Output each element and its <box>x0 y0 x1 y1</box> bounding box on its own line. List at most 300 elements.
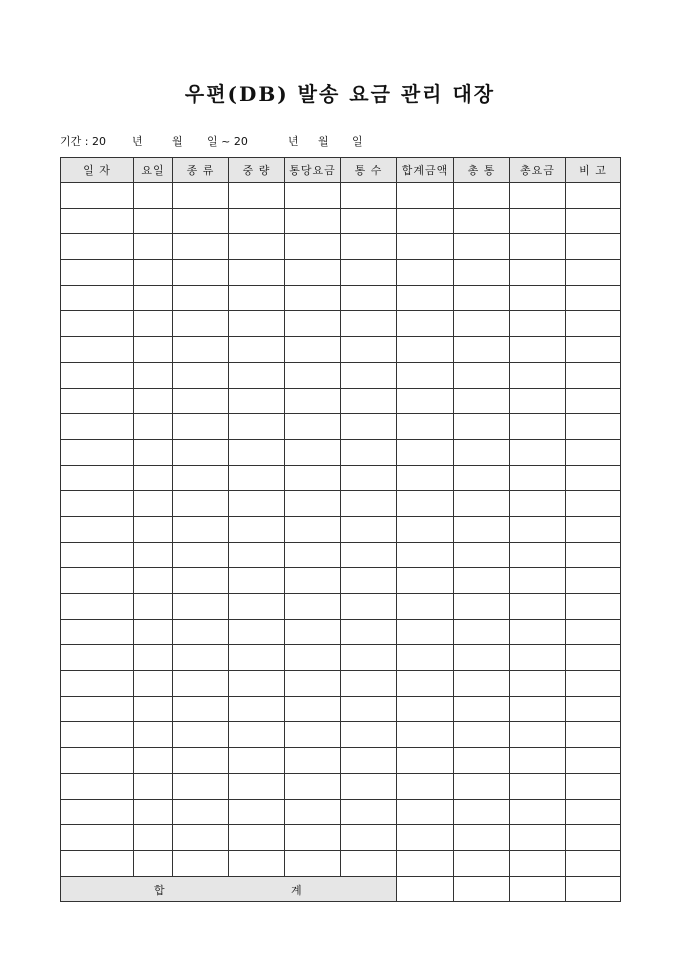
table-cell[interactable] <box>397 542 454 568</box>
table-cell[interactable] <box>510 491 566 517</box>
table-cell[interactable] <box>173 773 229 799</box>
table-cell[interactable] <box>173 799 229 825</box>
table-cell[interactable] <box>454 285 510 311</box>
table-cell[interactable] <box>454 465 510 491</box>
table-cell[interactable] <box>341 850 397 876</box>
table-cell[interactable] <box>173 748 229 774</box>
table-cell[interactable] <box>61 773 134 799</box>
table-cell[interactable] <box>341 748 397 774</box>
table-cell[interactable] <box>510 722 566 748</box>
table-cell[interactable] <box>61 696 134 722</box>
table-cell[interactable] <box>397 285 454 311</box>
table-cell[interactable] <box>454 362 510 388</box>
table-cell[interactable] <box>454 439 510 465</box>
ledger-title: 우편(DB) 발송 요금 관리 대장 <box>184 82 496 106</box>
table-cell[interactable] <box>397 825 454 851</box>
table-cell[interactable] <box>510 234 566 260</box>
table-cell[interactable] <box>61 439 134 465</box>
table-cell[interactable] <box>566 414 621 440</box>
period-end-day-unit: 일 <box>352 135 363 148</box>
table-cell[interactable] <box>134 439 173 465</box>
total-fee-cell[interactable] <box>510 876 566 901</box>
table-cell[interactable] <box>454 645 510 671</box>
table-cell[interactable] <box>61 337 134 363</box>
table-cell[interactable] <box>61 850 134 876</box>
table-cell[interactable] <box>229 183 285 209</box>
table-cell[interactable] <box>397 208 454 234</box>
table-cell[interactable] <box>454 183 510 209</box>
table-cell[interactable] <box>454 773 510 799</box>
table-cell[interactable] <box>229 722 285 748</box>
table-cell[interactable] <box>454 414 510 440</box>
table-cell[interactable] <box>229 516 285 542</box>
table-cell[interactable] <box>173 671 229 697</box>
table-cell[interactable] <box>566 183 621 209</box>
table-cell[interactable] <box>173 491 229 517</box>
table-cell[interactable] <box>134 773 173 799</box>
table-cell[interactable] <box>173 285 229 311</box>
table-cell[interactable] <box>397 722 454 748</box>
table-cell[interactable] <box>397 260 454 286</box>
table-cell[interactable] <box>566 439 621 465</box>
table-cell[interactable] <box>285 414 341 440</box>
table-cell[interactable] <box>510 414 566 440</box>
table-cell[interactable] <box>454 594 510 620</box>
table-cell[interactable] <box>510 799 566 825</box>
table-cell[interactable] <box>397 748 454 774</box>
table-cell[interactable] <box>285 388 341 414</box>
table-cell[interactable] <box>285 773 341 799</box>
table-cell[interactable] <box>454 388 510 414</box>
table-cell[interactable] <box>510 285 566 311</box>
table-cell[interactable] <box>566 671 621 697</box>
table-cell[interactable] <box>566 388 621 414</box>
table-cell[interactable] <box>566 850 621 876</box>
table-cell[interactable] <box>285 722 341 748</box>
table-cell[interactable] <box>229 594 285 620</box>
table-cell[interactable] <box>229 773 285 799</box>
table-cell[interactable] <box>397 439 454 465</box>
table-cell[interactable] <box>134 748 173 774</box>
table-row <box>61 542 621 568</box>
table-cell[interactable] <box>61 491 134 517</box>
table-cell[interactable] <box>285 850 341 876</box>
table-cell[interactable] <box>454 234 510 260</box>
table-cell[interactable] <box>341 594 397 620</box>
table-cell[interactable] <box>566 748 621 774</box>
table-cell[interactable] <box>173 311 229 337</box>
table-cell[interactable] <box>61 799 134 825</box>
table-cell[interactable] <box>61 619 134 645</box>
table-row <box>61 748 621 774</box>
table-cell[interactable] <box>341 465 397 491</box>
table-cell[interactable] <box>510 542 566 568</box>
table-cell[interactable] <box>173 414 229 440</box>
table-cell[interactable] <box>134 388 173 414</box>
table-cell[interactable] <box>397 362 454 388</box>
table-row <box>61 183 621 209</box>
table-cell[interactable] <box>341 183 397 209</box>
table-cell[interactable] <box>61 311 134 337</box>
table-cell[interactable] <box>229 439 285 465</box>
table-cell[interactable] <box>134 337 173 363</box>
table-cell[interactable] <box>341 260 397 286</box>
table-cell[interactable] <box>173 645 229 671</box>
table-cell[interactable] <box>566 568 621 594</box>
table-cell[interactable] <box>510 825 566 851</box>
table-cell[interactable] <box>285 260 341 286</box>
table-cell[interactable] <box>454 799 510 825</box>
table-cell[interactable] <box>510 465 566 491</box>
table-cell[interactable] <box>454 568 510 594</box>
table-cell[interactable] <box>173 619 229 645</box>
table-cell[interactable] <box>510 208 566 234</box>
table-cell[interactable] <box>229 465 285 491</box>
table-cell[interactable] <box>285 465 341 491</box>
table-cell[interactable] <box>566 285 621 311</box>
table-cell[interactable] <box>341 645 397 671</box>
table-cell[interactable] <box>229 388 285 414</box>
table-cell[interactable] <box>566 337 621 363</box>
table-cell[interactable] <box>341 285 397 311</box>
table-row <box>61 414 621 440</box>
table-cell[interactable] <box>397 388 454 414</box>
table-cell[interactable] <box>229 260 285 286</box>
table-row <box>61 671 621 697</box>
table-cell[interactable] <box>134 234 173 260</box>
table-cell[interactable] <box>229 311 285 337</box>
table-cell[interactable] <box>397 594 454 620</box>
table-cell[interactable] <box>510 337 566 363</box>
table-cell[interactable] <box>341 722 397 748</box>
table-cell[interactable] <box>173 388 229 414</box>
table-cell[interactable] <box>134 825 173 851</box>
table-row <box>61 491 621 517</box>
table-cell[interactable] <box>134 516 173 542</box>
table-cell[interactable] <box>285 619 341 645</box>
table-cell[interactable] <box>341 542 397 568</box>
table-cell[interactable] <box>566 799 621 825</box>
table-cell[interactable] <box>173 234 229 260</box>
table-cell[interactable] <box>285 491 341 517</box>
table-cell[interactable] <box>134 696 173 722</box>
table-cell[interactable] <box>454 748 510 774</box>
table-cell[interactable] <box>285 568 341 594</box>
period-label: 기간 : 20 <box>60 135 106 148</box>
table-cell[interactable] <box>173 260 229 286</box>
table-cell[interactable] <box>134 568 173 594</box>
table-cell[interactable] <box>61 568 134 594</box>
period-end-year-unit: 년 <box>288 135 299 148</box>
table-row <box>61 516 621 542</box>
table-cell[interactable] <box>285 208 341 234</box>
table-cell[interactable] <box>454 516 510 542</box>
table-cell[interactable] <box>173 208 229 234</box>
table-cell[interactable] <box>566 234 621 260</box>
table-cell[interactable] <box>510 439 566 465</box>
table-cell[interactable] <box>397 516 454 542</box>
table-cell[interactable] <box>454 696 510 722</box>
table-cell[interactable] <box>285 311 341 337</box>
table-cell[interactable] <box>134 362 173 388</box>
table-cell[interactable] <box>454 260 510 286</box>
table-cell[interactable] <box>229 645 285 671</box>
col-header-weight: 중 량 <box>229 158 285 183</box>
table-cell[interactable] <box>566 362 621 388</box>
table-cell[interactable] <box>510 311 566 337</box>
table-cell[interactable] <box>566 619 621 645</box>
table-cell[interactable] <box>510 696 566 722</box>
table-cell[interactable] <box>61 183 134 209</box>
table-cell[interactable] <box>285 285 341 311</box>
table-cell[interactable] <box>173 465 229 491</box>
header-row <box>61 158 621 183</box>
table-cell[interactable] <box>134 414 173 440</box>
table-cell[interactable] <box>341 773 397 799</box>
table-cell[interactable] <box>285 234 341 260</box>
table-cell[interactable] <box>61 825 134 851</box>
table-cell[interactable] <box>341 619 397 645</box>
table-cell[interactable] <box>173 337 229 363</box>
table-cell[interactable] <box>134 311 173 337</box>
table-cell[interactable] <box>61 414 134 440</box>
table-cell[interactable] <box>229 799 285 825</box>
table-cell[interactable] <box>341 337 397 363</box>
table-cell[interactable] <box>285 183 341 209</box>
table-cell[interactable] <box>510 748 566 774</box>
total-remarks-cell[interactable] <box>566 876 621 901</box>
table-cell[interactable] <box>510 362 566 388</box>
total-count-cell[interactable] <box>454 876 510 901</box>
table-cell[interactable] <box>341 362 397 388</box>
table-cell[interactable] <box>285 799 341 825</box>
table-cell[interactable] <box>61 516 134 542</box>
table-cell[interactable] <box>341 671 397 697</box>
table-cell[interactable] <box>61 260 134 286</box>
table-cell[interactable] <box>397 311 454 337</box>
table-cell[interactable] <box>566 825 621 851</box>
table-cell[interactable] <box>134 619 173 645</box>
table-cell[interactable] <box>134 260 173 286</box>
col-header-unit-fee: 통당요금 <box>285 158 341 183</box>
table-cell[interactable] <box>454 542 510 568</box>
table-cell[interactable] <box>285 748 341 774</box>
table-cell[interactable] <box>566 696 621 722</box>
table-cell[interactable] <box>285 671 341 697</box>
table-cell[interactable] <box>229 414 285 440</box>
table-cell[interactable] <box>134 491 173 517</box>
table-cell[interactable] <box>61 465 134 491</box>
table-cell[interactable] <box>566 722 621 748</box>
table-cell[interactable] <box>454 850 510 876</box>
table-cell[interactable] <box>61 234 134 260</box>
table-cell[interactable] <box>229 671 285 697</box>
table-cell[interactable] <box>454 722 510 748</box>
table-cell[interactable] <box>397 414 454 440</box>
table-cell[interactable] <box>229 285 285 311</box>
table-cell[interactable] <box>134 722 173 748</box>
table-cell[interactable] <box>341 234 397 260</box>
table-cell[interactable] <box>454 619 510 645</box>
table-cell[interactable] <box>229 337 285 363</box>
table-cell[interactable] <box>173 594 229 620</box>
table-cell[interactable] <box>341 825 397 851</box>
table-cell[interactable] <box>173 722 229 748</box>
table-cell[interactable] <box>397 773 454 799</box>
table-cell[interactable] <box>173 542 229 568</box>
table-cell[interactable] <box>341 388 397 414</box>
total-label-cell <box>61 876 397 901</box>
table-cell[interactable] <box>173 439 229 465</box>
table-cell[interactable] <box>397 696 454 722</box>
table-cell[interactable] <box>134 542 173 568</box>
table-cell[interactable] <box>61 671 134 697</box>
table-cell[interactable] <box>454 825 510 851</box>
table-cell[interactable] <box>566 542 621 568</box>
table-cell[interactable] <box>566 465 621 491</box>
table-cell[interactable] <box>134 594 173 620</box>
table-cell[interactable] <box>229 696 285 722</box>
table-cell[interactable] <box>61 748 134 774</box>
table-cell[interactable] <box>285 362 341 388</box>
table-cell[interactable] <box>134 645 173 671</box>
table-cell[interactable] <box>341 799 397 825</box>
table-cell[interactable] <box>134 850 173 876</box>
table-cell[interactable] <box>397 619 454 645</box>
table-cell[interactable] <box>341 311 397 337</box>
table-cell[interactable] <box>173 850 229 876</box>
table-cell[interactable] <box>285 825 341 851</box>
col-header-count: 통 수 <box>341 158 397 183</box>
table-cell[interactable] <box>510 568 566 594</box>
table-cell[interactable] <box>61 594 134 620</box>
table-cell[interactable] <box>566 645 621 671</box>
table-cell[interactable] <box>341 568 397 594</box>
table-cell[interactable] <box>454 208 510 234</box>
table-cell[interactable] <box>510 516 566 542</box>
table-cell[interactable] <box>285 516 341 542</box>
table-cell[interactable] <box>510 619 566 645</box>
table-cell[interactable] <box>229 568 285 594</box>
table-cell[interactable] <box>510 594 566 620</box>
table-cell[interactable] <box>566 773 621 799</box>
table-row <box>61 594 621 620</box>
table-cell[interactable] <box>510 671 566 697</box>
table-cell[interactable] <box>341 439 397 465</box>
table-cell[interactable] <box>566 516 621 542</box>
table-cell[interactable] <box>566 208 621 234</box>
table-cell[interactable] <box>341 414 397 440</box>
table-cell[interactable] <box>397 568 454 594</box>
table-row <box>61 773 621 799</box>
table-cell[interactable] <box>510 850 566 876</box>
table-cell[interactable] <box>229 825 285 851</box>
table-cell[interactable] <box>397 491 454 517</box>
table-cell[interactable] <box>61 645 134 671</box>
table-cell[interactable] <box>229 234 285 260</box>
col-header-date: 일 자 <box>61 158 134 183</box>
period-end-month-unit: 월 <box>318 135 329 148</box>
table-cell[interactable] <box>173 696 229 722</box>
table-cell[interactable] <box>229 748 285 774</box>
col-header-total-fee: 총요금 <box>510 158 566 183</box>
table-cell[interactable] <box>229 850 285 876</box>
table-cell[interactable] <box>397 671 454 697</box>
table-cell[interactable] <box>566 311 621 337</box>
table-cell[interactable] <box>397 337 454 363</box>
table-cell[interactable] <box>229 208 285 234</box>
table-cell[interactable] <box>229 491 285 517</box>
table-cell[interactable] <box>134 671 173 697</box>
table-cell[interactable] <box>341 696 397 722</box>
table-cell[interactable] <box>454 337 510 363</box>
table-cell[interactable] <box>510 645 566 671</box>
table-cell[interactable] <box>61 388 134 414</box>
table-cell[interactable] <box>61 722 134 748</box>
table-row <box>61 234 621 260</box>
table-cell[interactable] <box>510 260 566 286</box>
table-cell[interactable] <box>510 388 566 414</box>
table-cell[interactable] <box>173 568 229 594</box>
col-header-total-count: 총 통 <box>454 158 510 183</box>
table-cell[interactable] <box>61 285 134 311</box>
table-cell[interactable] <box>285 439 341 465</box>
table-cell[interactable] <box>397 183 454 209</box>
table-cell[interactable] <box>454 491 510 517</box>
table-cell[interactable] <box>134 183 173 209</box>
table-cell[interactable] <box>454 311 510 337</box>
table-cell[interactable] <box>61 208 134 234</box>
table-cell[interactable] <box>566 491 621 517</box>
table-cell[interactable] <box>173 516 229 542</box>
table-cell[interactable] <box>285 645 341 671</box>
total-label-right: 계 <box>291 883 302 897</box>
table-cell[interactable] <box>134 799 173 825</box>
table-cell[interactable] <box>510 773 566 799</box>
table-cell[interactable] <box>285 696 341 722</box>
table-cell[interactable] <box>341 208 397 234</box>
table-cell[interactable] <box>229 362 285 388</box>
table-cell[interactable] <box>134 208 173 234</box>
table-cell[interactable] <box>173 183 229 209</box>
table-cell[interactable] <box>285 337 341 363</box>
table-cell[interactable] <box>510 183 566 209</box>
table-cell[interactable] <box>454 671 510 697</box>
table-cell[interactable] <box>397 645 454 671</box>
ledger-body <box>61 183 621 877</box>
table-cell[interactable] <box>173 825 229 851</box>
table-cell[interactable] <box>229 619 285 645</box>
table-cell[interactable] <box>285 542 341 568</box>
table-cell[interactable] <box>566 260 621 286</box>
table-cell[interactable] <box>397 850 454 876</box>
table-cell[interactable] <box>285 594 341 620</box>
table-cell[interactable] <box>397 234 454 260</box>
table-cell[interactable] <box>341 491 397 517</box>
total-sum-amount-cell[interactable] <box>397 876 454 901</box>
table-cell[interactable] <box>397 799 454 825</box>
table-cell[interactable] <box>397 465 454 491</box>
table-cell[interactable] <box>173 362 229 388</box>
table-cell[interactable] <box>229 542 285 568</box>
table-cell[interactable] <box>134 465 173 491</box>
table-cell[interactable] <box>341 516 397 542</box>
table-cell[interactable] <box>566 594 621 620</box>
table-cell[interactable] <box>61 542 134 568</box>
table-cell[interactable] <box>134 285 173 311</box>
table-cell[interactable] <box>61 362 134 388</box>
table-row <box>61 722 621 748</box>
